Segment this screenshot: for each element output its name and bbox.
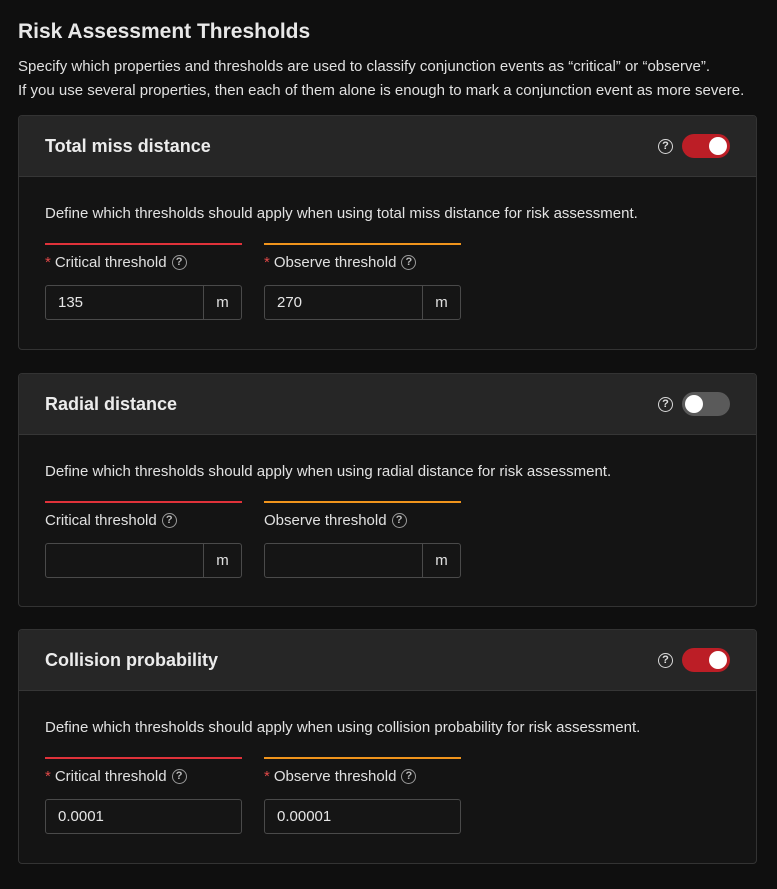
unit-label: m — [203, 286, 241, 319]
help-icon[interactable]: ? — [162, 513, 177, 528]
help-icon[interactable]: ? — [172, 769, 187, 784]
card-description: Define which thresholds should apply when using radial distance for risk assessment. — [45, 463, 612, 480]
enable-toggle[interactable] — [682, 134, 730, 158]
critical-threshold-field — [45, 243, 242, 320]
observe-threshold-field — [264, 757, 461, 834]
toggle-knob — [685, 395, 703, 413]
required-mark: * — [45, 767, 51, 785]
card-radial-distance — [18, 373, 757, 607]
input-group — [264, 285, 461, 320]
field-label-text: Observe threshold — [273, 767, 397, 785]
required-mark: * — [264, 767, 270, 785]
field-label-text: Observe threshold — [264, 511, 387, 529]
card-header-controls — [658, 392, 730, 416]
input-group — [45, 285, 242, 320]
observe-threshold-input[interactable] — [265, 286, 422, 319]
card-description: Define which thresholds should apply when using total miss distance for risk assessment. — [45, 205, 638, 222]
field-label-text: Critical threshold — [45, 511, 157, 529]
help-icon[interactable]: ? — [658, 397, 673, 412]
critical-line — [45, 757, 242, 759]
critical-threshold-input[interactable] — [46, 544, 203, 577]
help-icon[interactable]: ? — [401, 255, 416, 270]
enable-toggle[interactable] — [682, 392, 730, 416]
observe-line — [264, 501, 461, 503]
observe-threshold-input[interactable] — [265, 544, 422, 577]
card-body — [19, 691, 756, 834]
threshold-fields — [45, 243, 730, 320]
field-label-text: Critical threshold — [54, 767, 167, 785]
input-group — [45, 543, 242, 578]
observe-line — [264, 757, 461, 759]
observe-threshold-field — [264, 243, 461, 320]
required-mark: * — [264, 253, 270, 271]
critical-threshold-input[interactable] — [46, 800, 241, 833]
card-header-controls — [658, 648, 730, 672]
toggle-knob — [709, 137, 727, 155]
input-group — [264, 543, 461, 578]
help-icon[interactable]: ? — [172, 255, 187, 270]
observe-line — [264, 243, 461, 245]
critical-line — [45, 501, 242, 503]
enable-toggle[interactable] — [682, 648, 730, 672]
page-intro — [18, 55, 759, 103]
field-label — [45, 767, 242, 785]
required-mark: * — [45, 253, 51, 271]
card-collision-probability — [18, 629, 757, 864]
field-label — [45, 253, 242, 271]
help-icon[interactable]: ? — [392, 513, 407, 528]
field-label — [264, 511, 461, 529]
critical-line — [45, 243, 242, 245]
field-label — [264, 253, 461, 271]
card-header — [19, 630, 756, 691]
observe-threshold-field — [264, 501, 461, 578]
help-icon[interactable]: ? — [658, 139, 673, 154]
observe-threshold-input[interactable] — [265, 800, 460, 833]
input-group — [45, 799, 242, 834]
field-label-text: Critical threshold — [54, 253, 167, 271]
critical-threshold-field — [45, 757, 242, 834]
card-header — [19, 374, 756, 435]
unit-label: m — [422, 286, 460, 319]
card-body — [19, 177, 756, 320]
unit-label: m — [422, 544, 460, 577]
critical-threshold-field — [45, 501, 242, 578]
card-header-controls — [658, 134, 730, 158]
field-label-text: Observe threshold — [273, 253, 397, 271]
card-title: Radial distance — [45, 393, 178, 414]
card-title: Collision probability — [45, 649, 219, 670]
threshold-fields — [45, 501, 730, 578]
threshold-fields — [45, 757, 730, 834]
unit-label: m — [203, 544, 241, 577]
intro-line-2: If you use several properties, then each of them alone is enough to mark a conjunction event as more severe. — [18, 82, 745, 99]
toggle-knob — [709, 651, 727, 669]
card-total-miss-distance — [18, 115, 757, 350]
card-title: Total miss distance — [45, 135, 211, 156]
input-group — [264, 799, 461, 834]
card-header — [19, 116, 756, 177]
field-label — [264, 767, 461, 785]
help-icon[interactable]: ? — [658, 653, 673, 668]
field-label — [45, 511, 242, 529]
card-body — [19, 435, 756, 578]
page-title: Risk Assessment Thresholds — [18, 20, 311, 43]
critical-threshold-input[interactable] — [46, 286, 203, 319]
card-description: Define which thresholds should apply when using collision probability for risk assessment. — [45, 719, 641, 736]
intro-line-1: Specify which properties and thresholds are used to classify conjunction events as “critical” or “observe”. — [18, 58, 710, 75]
help-icon[interactable]: ? — [401, 769, 416, 784]
